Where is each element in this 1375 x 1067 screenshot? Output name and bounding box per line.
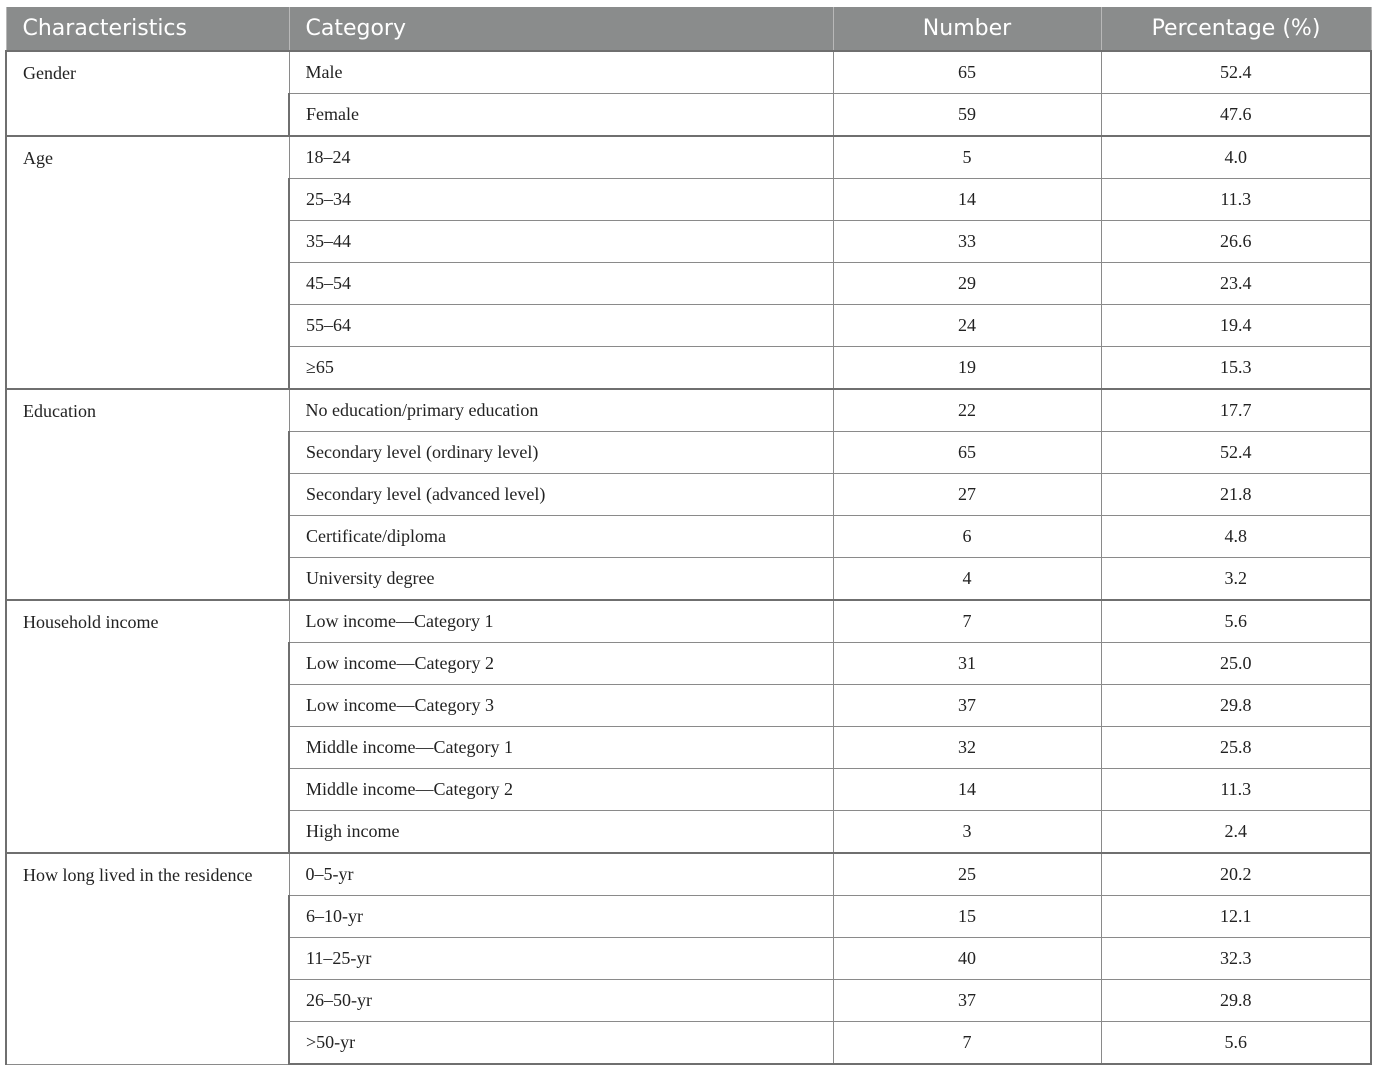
percentage-cell: 29.8 — [1101, 980, 1371, 1022]
category-cell: 26–50-yr — [289, 980, 833, 1022]
category-cell: Low income—Category 1 — [289, 600, 833, 643]
number-cell: 40 — [833, 938, 1101, 980]
table-row — [6, 389, 1371, 432]
category-cell: Male — [289, 51, 833, 94]
category-cell: 18–24 — [289, 136, 833, 179]
number-cell: 65 — [833, 51, 1101, 94]
category-cell: Middle income—Category 2 — [289, 769, 833, 811]
percentage-cell: 17.7 — [1101, 389, 1371, 432]
number-cell: 32 — [833, 727, 1101, 769]
category-cell: >50-yr — [289, 1022, 833, 1065]
category-cell: High income — [289, 811, 833, 854]
characteristic-cell: Gender — [6, 51, 289, 136]
percentage-cell: 26.6 — [1101, 221, 1371, 263]
percentage-cell: 23.4 — [1101, 263, 1371, 305]
category-cell: 0–5-yr — [289, 853, 833, 896]
table-row — [6, 51, 1371, 94]
number-cell: 5 — [833, 136, 1101, 179]
percentage-cell: 4.8 — [1101, 516, 1371, 558]
percentage-cell: 47.6 — [1101, 94, 1371, 137]
number-cell: 7 — [833, 600, 1101, 643]
category-cell: Low income—Category 3 — [289, 685, 833, 727]
category-cell: 55–64 — [289, 305, 833, 347]
percentage-cell: 5.6 — [1101, 1022, 1371, 1065]
percentage-cell: 32.3 — [1101, 938, 1371, 980]
category-cell: 6–10-yr — [289, 896, 833, 938]
category-cell: No education/primary education — [289, 389, 833, 432]
category-cell: 45–54 — [289, 263, 833, 305]
percentage-cell: 3.2 — [1101, 558, 1371, 601]
number-cell: 14 — [833, 179, 1101, 221]
number-cell: 31 — [833, 643, 1101, 685]
table-row — [6, 600, 1371, 643]
number-cell: 37 — [833, 980, 1101, 1022]
number-cell: 14 — [833, 769, 1101, 811]
number-cell: 59 — [833, 94, 1101, 137]
percentage-cell: 25.8 — [1101, 727, 1371, 769]
percentage-cell: 25.0 — [1101, 643, 1371, 685]
category-cell: University degree — [289, 558, 833, 601]
number-cell: 6 — [833, 516, 1101, 558]
percentage-cell: 52.4 — [1101, 432, 1371, 474]
number-cell: 33 — [833, 221, 1101, 263]
number-cell: 37 — [833, 685, 1101, 727]
number-cell: 3 — [833, 811, 1101, 854]
percentage-cell: 5.6 — [1101, 600, 1371, 643]
header-number: Number — [833, 7, 1101, 51]
percentage-cell: 19.4 — [1101, 305, 1371, 347]
number-cell: 29 — [833, 263, 1101, 305]
characteristic-cell: Education — [6, 389, 289, 600]
category-cell: 25–34 — [289, 179, 833, 221]
header-category: Category — [289, 7, 833, 51]
table-header-row — [6, 7, 1371, 51]
characteristic-cell: Age — [6, 136, 289, 389]
category-cell: Middle income—Category 1 — [289, 727, 833, 769]
category-cell: Certificate/diploma — [289, 516, 833, 558]
number-cell: 19 — [833, 347, 1101, 390]
percentage-cell: 20.2 — [1101, 853, 1371, 896]
category-cell: ≥65 — [289, 347, 833, 390]
table-body — [6, 51, 1371, 1064]
number-cell: 4 — [833, 558, 1101, 601]
category-cell: 35–44 — [289, 221, 833, 263]
characteristic-cell: How long lived in the residence — [6, 853, 289, 1064]
number-cell: 24 — [833, 305, 1101, 347]
category-cell: Female — [289, 94, 833, 137]
header-percentage: Percentage (%) — [1101, 7, 1371, 51]
percentage-cell: 29.8 — [1101, 685, 1371, 727]
header-characteristics: Characteristics — [6, 7, 289, 51]
number-cell: 22 — [833, 389, 1101, 432]
table-row — [6, 136, 1371, 179]
category-cell: Secondary level (advanced level) — [289, 474, 833, 516]
number-cell: 15 — [833, 896, 1101, 938]
number-cell: 25 — [833, 853, 1101, 896]
percentage-cell: 11.3 — [1101, 179, 1371, 221]
category-cell: Low income—Category 2 — [289, 643, 833, 685]
table-row — [6, 853, 1371, 896]
percentage-cell: 21.8 — [1101, 474, 1371, 516]
percentage-cell: 2.4 — [1101, 811, 1371, 854]
characteristic-cell: Household income — [6, 600, 289, 853]
percentage-cell: 52.4 — [1101, 51, 1371, 94]
demographics-table — [5, 7, 1372, 1065]
percentage-cell: 11.3 — [1101, 769, 1371, 811]
number-cell: 27 — [833, 474, 1101, 516]
category-cell: 11–25-yr — [289, 938, 833, 980]
number-cell: 7 — [833, 1022, 1101, 1065]
percentage-cell: 12.1 — [1101, 896, 1371, 938]
percentage-cell: 15.3 — [1101, 347, 1371, 390]
percentage-cell: 4.0 — [1101, 136, 1371, 179]
number-cell: 65 — [833, 432, 1101, 474]
category-cell: Secondary level (ordinary level) — [289, 432, 833, 474]
